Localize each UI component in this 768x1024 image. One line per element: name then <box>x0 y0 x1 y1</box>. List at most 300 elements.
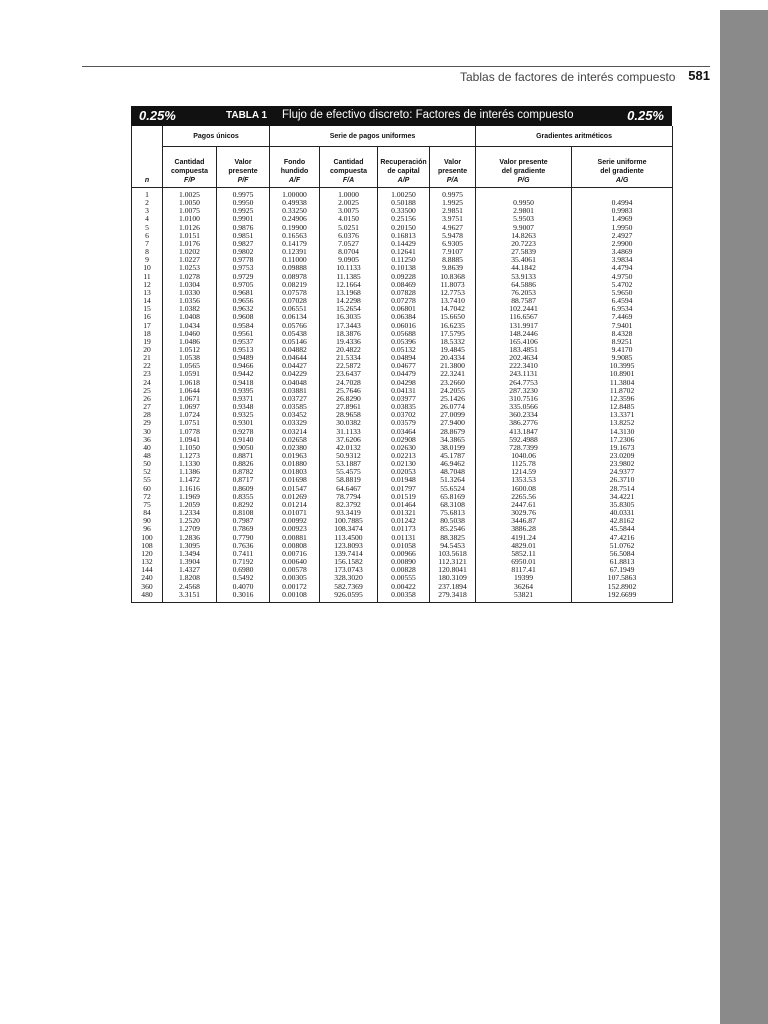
factor-cell: 108.3474 <box>320 525 378 533</box>
factor-cell: 0.07578 <box>270 289 320 297</box>
factor-cell: 0.9466 <box>217 362 270 370</box>
factor-cell: 237.1894 <box>430 583 476 591</box>
factor-cell: 4.0150 <box>320 215 378 223</box>
factor-cell: 8117.41 <box>476 566 572 574</box>
period-cell: 120 <box>141 548 153 558</box>
factor-cell: 156.1582 <box>320 558 378 566</box>
factor-cell: 80.5038 <box>430 517 476 525</box>
factor-cell: 592.4988 <box>476 436 572 444</box>
factor-cell: 0.04229 <box>270 370 320 378</box>
factor-cell: 1.8208 <box>163 574 217 582</box>
factor-cell: 19.1673 <box>572 444 673 452</box>
factor-cell: 0.12641 <box>378 248 430 256</box>
factor-cell: 0.02908 <box>378 436 430 444</box>
factor-cell: 152.8902 <box>572 583 673 591</box>
factor-cell: 16.6235 <box>430 322 476 330</box>
factor-cell: 31.1133 <box>320 428 378 436</box>
factor-cell: 24.9377 <box>572 468 673 476</box>
factor-cell: 0.02053 <box>378 468 430 476</box>
factor-cell: 3.9834 <box>572 256 673 264</box>
column-header-label1: Valor <box>443 159 462 166</box>
factor-cell: 19399 <box>476 574 572 582</box>
period-cell: 14 <box>143 296 151 306</box>
factor-cell: 0.8826 <box>217 460 270 468</box>
factor-cell: 0.3016 <box>217 591 270 603</box>
period-cell: 11 <box>143 271 151 281</box>
factor-cell: 1.3494 <box>163 550 217 558</box>
factor-cell: 1.0227 <box>163 256 217 264</box>
factor-cell: 0.9140 <box>217 436 270 444</box>
factor-cell: 0.00808 <box>270 542 320 550</box>
factor-cell: 1214.59 <box>476 468 572 476</box>
column-header-symbol: F/A <box>342 177 355 184</box>
factor-cell: 44.1842 <box>476 264 572 272</box>
factor-cell: 1.0618 <box>163 379 217 387</box>
factor-cell: 0.02130 <box>378 460 430 468</box>
factor-cell: 75.6813 <box>430 509 476 517</box>
factor-cell: 1.0565 <box>163 362 217 370</box>
column-header-label2: del gradiente <box>501 168 546 175</box>
factor-cell: 173.0743 <box>320 566 378 574</box>
factor-cell: 0.05146 <box>270 338 320 346</box>
factor-cell: 0.03835 <box>378 403 430 411</box>
factor-cell: 0.00172 <box>270 583 320 591</box>
factor-cell: 0.01803 <box>270 468 320 476</box>
column-header-symbol: P/A <box>446 177 459 184</box>
factor-cell: 0.09888 <box>270 264 320 272</box>
factor-cell: 7.0527 <box>320 240 378 248</box>
factor-cell: 0.01519 <box>378 493 430 501</box>
factor-cell: 0.10138 <box>378 264 430 272</box>
column-header-symbol: F/P <box>184 177 195 184</box>
factor-cell: 0.14429 <box>378 240 430 248</box>
factor-cell: 0.00923 <box>270 525 320 533</box>
factor-cell: 8.4328 <box>572 330 673 338</box>
factor-cell: 1040.06 <box>476 452 572 460</box>
interest-factor-table <box>131 106 672 603</box>
factor-cell: 0.9371 <box>217 395 270 403</box>
factor-cell: 9.8639 <box>430 264 476 272</box>
factor-cell: 0.8609 <box>217 485 270 493</box>
factor-cell: 2.4927 <box>572 232 673 240</box>
factor-cell: 148.2446 <box>476 330 572 338</box>
factor-cell: 183.4851 <box>476 346 572 354</box>
factor-cell: 0.9537 <box>217 338 270 346</box>
factor-grid <box>131 126 673 603</box>
period-cell: 90 <box>143 516 151 526</box>
factor-cell: 26.8290 <box>320 395 378 403</box>
factor-cell: 0.01242 <box>378 517 430 525</box>
factor-cell: 8.0704 <box>320 248 378 256</box>
factor-cell: 9.9085 <box>572 354 673 362</box>
period-cell: 2 <box>145 198 149 208</box>
factor-cell: 2447.61 <box>476 501 572 509</box>
factor-cell: 0.11250 <box>378 256 430 264</box>
page-number: 581 <box>688 68 710 83</box>
factor-cell: 120.8041 <box>430 566 476 574</box>
factor-cell: 1.1386 <box>163 468 217 476</box>
factor-cell: 0.07278 <box>378 297 430 305</box>
factor-cell: 0.00890 <box>378 558 430 566</box>
factor-cell: 2.9801 <box>476 207 572 215</box>
period-cell: 22 <box>143 361 151 371</box>
factor-cell: 0.9983 <box>572 207 673 215</box>
period-cell: 60 <box>143 483 151 493</box>
factor-cell: 40.0331 <box>572 509 673 517</box>
factor-cell: 10.8368 <box>430 273 476 281</box>
factor-cell: 64.5886 <box>476 281 572 289</box>
factor-cell: 5.0251 <box>320 224 378 232</box>
factor-cell: 17.2306 <box>572 436 673 444</box>
factor-cell: 0.01058 <box>378 542 430 550</box>
factor-cell: 25.7646 <box>320 387 378 395</box>
factor-cell: 0.16813 <box>378 232 430 240</box>
factor-cell: 1.2059 <box>163 501 217 509</box>
factor-cell: 4829.01 <box>476 542 572 550</box>
factor-cell: 1.1616 <box>163 485 217 493</box>
factor-cell: 42.0132 <box>320 444 378 452</box>
factor-cell: 1.0460 <box>163 330 217 338</box>
factor-cell: 0.03585 <box>270 403 320 411</box>
factor-cell: 27.8961 <box>320 403 378 411</box>
factor-cell: 1.0025 <box>163 188 217 200</box>
factor-cell: 9.9007 <box>476 224 572 232</box>
factor-cell: 1.00250 <box>378 188 430 200</box>
factor-cell: 2.0025 <box>320 199 378 207</box>
factor-cell: 28.7514 <box>572 485 673 493</box>
table-body <box>132 188 673 603</box>
factor-cell: 1.2334 <box>163 509 217 517</box>
factor-cell: 15.2654 <box>320 305 378 313</box>
factor-cell: 1.0591 <box>163 370 217 378</box>
factor-cell: 1.0100 <box>163 215 217 223</box>
factor-cell: 38.0199 <box>430 444 476 452</box>
factor-cell: 16.3035 <box>320 313 378 321</box>
factor-cell: 28.9658 <box>320 411 378 419</box>
factor-cell: 1.3095 <box>163 542 217 550</box>
factor-cell: 0.9442 <box>217 370 270 378</box>
factor-cell: 1.0697 <box>163 403 217 411</box>
factor-cell: 0.09228 <box>378 273 430 281</box>
factor-cell: 18.5332 <box>430 338 476 346</box>
period-cell: 84 <box>143 508 151 518</box>
period-cell: 13 <box>143 287 151 297</box>
factor-cell: 23.9802 <box>572 460 673 468</box>
factor-cell: 0.8108 <box>217 509 270 517</box>
factor-cell: 3029.76 <box>476 509 572 517</box>
factor-cell: 582.7369 <box>320 583 378 591</box>
factor-cell: 26.3710 <box>572 476 673 484</box>
factor-cell: 0.02630 <box>378 444 430 452</box>
factor-cell: 78.7794 <box>320 493 378 501</box>
page-edge-tab <box>720 10 768 1024</box>
factor-cell: 0.05438 <box>270 330 320 338</box>
factor-cell: 14.3130 <box>572 428 673 436</box>
period-cell: 25 <box>143 385 151 395</box>
factor-cell: 310.7516 <box>476 395 572 403</box>
factor-cell: 0.03727 <box>270 395 320 403</box>
factor-cell: 1.0278 <box>163 273 217 281</box>
factor-cell: 0.20150 <box>378 224 430 232</box>
factor-cell: 0.7987 <box>217 517 270 525</box>
factor-cell: 11.8702 <box>572 387 673 395</box>
factor-cell: 53.9133 <box>476 273 572 281</box>
factor-cell: 58.8819 <box>320 476 378 484</box>
column-header-symbol: A/G <box>615 177 629 184</box>
factor-cell: 68.3108 <box>430 501 476 509</box>
factor-cell: 1.1273 <box>163 452 217 460</box>
period-cell: 100 <box>141 532 153 542</box>
factor-cell: 14.2298 <box>320 297 378 305</box>
factor-cell: 1.0382 <box>163 305 217 313</box>
period-cell: 48 <box>143 451 151 460</box>
table-title: Flujo de efectivo discreto: Factores de interés compuesto <box>282 109 574 121</box>
factor-cell: 2.4568 <box>163 583 217 591</box>
factor-cell: 51.0762 <box>572 542 673 550</box>
column-header-symbol: A/P <box>397 177 410 184</box>
factor-cell: 0.4070 <box>217 583 270 591</box>
factor-cell: 13.7410 <box>430 297 476 305</box>
factor-cell: 0.01131 <box>378 534 430 542</box>
factor-cell: 1.0356 <box>163 297 217 305</box>
factor-cell: 0.04479 <box>378 370 430 378</box>
factor-cell: 50.9312 <box>320 452 378 460</box>
factor-cell: 0.33250 <box>270 207 320 215</box>
factor-cell: 0.9608 <box>217 313 270 321</box>
factor-cell: 1.0724 <box>163 411 217 419</box>
period-cell: 96 <box>143 524 151 534</box>
period-cell: 19 <box>143 336 151 346</box>
factor-cell: 0.12391 <box>270 248 320 256</box>
factor-cell: 0.9975 <box>217 188 270 200</box>
period-cell: 26 <box>143 393 151 403</box>
column-header-label2: presente <box>437 168 468 175</box>
factor-cell: 1.0512 <box>163 346 217 354</box>
factor-cell: 0.00422 <box>378 583 430 591</box>
table-title-bar <box>131 106 672 126</box>
factor-cell: 1.2520 <box>163 517 217 525</box>
factor-cell: 0.8292 <box>217 501 270 509</box>
factor-cell: 1.1330 <box>163 460 217 468</box>
column-header <box>217 147 270 188</box>
factor-cell: 48.7048 <box>430 468 476 476</box>
factor-cell: 0.00828 <box>378 566 430 574</box>
factor-cell: 13.8252 <box>572 419 673 427</box>
factor-cell: 0.05396 <box>378 338 430 346</box>
factor-cell: 0.9975 <box>430 188 476 200</box>
factor-cell: 0.00555 <box>378 574 430 582</box>
factor-cell: 0.9950 <box>217 199 270 207</box>
factor-cell: 3446.87 <box>476 517 572 525</box>
group-header-single-payments: Pagos únicos <box>163 126 270 147</box>
factor-cell: 6.9305 <box>430 240 476 248</box>
factor-cell: 0.9729 <box>217 273 270 281</box>
factor-cell: 3886.28 <box>476 525 572 533</box>
period-cell: 360 <box>141 581 153 591</box>
factor-cell: 0.05766 <box>270 322 320 330</box>
period-cell: 21 <box>143 353 151 363</box>
period-cell: 24 <box>143 377 151 387</box>
factor-cell: 192.6699 <box>572 591 673 603</box>
factor-cell: 65.8169 <box>430 493 476 501</box>
factor-cell: 17.3443 <box>320 322 378 330</box>
column-header-symbol: P/F <box>237 177 249 184</box>
period-cell: 132 <box>141 557 153 567</box>
factor-cell: 0.00108 <box>270 591 320 603</box>
period-cell: 30 <box>143 426 151 436</box>
factor-cell: 6.4594 <box>572 297 673 305</box>
factor-cell: 0.04677 <box>378 362 430 370</box>
factor-cell: 222.3410 <box>476 362 572 370</box>
factor-cell: 113.4500 <box>320 534 378 542</box>
interest-rate-right: 0.25% <box>627 108 664 123</box>
column-header <box>320 147 378 188</box>
column-header <box>476 147 572 188</box>
period-cell: 23 <box>143 369 151 379</box>
factor-cell: 18.3876 <box>320 330 378 338</box>
factor-cell: 11.1385 <box>320 273 378 281</box>
factor-cell: 30.0382 <box>320 419 378 427</box>
factor-cell: 1.0408 <box>163 313 217 321</box>
factor-cell: 4.9750 <box>572 273 673 281</box>
factor-cell: 36264 <box>476 583 572 591</box>
column-header-label2: compuesta <box>330 168 367 175</box>
period-cell: 18 <box>143 328 151 338</box>
factor-cell: 0.06384 <box>378 313 430 321</box>
factor-cell: 0.9325 <box>217 411 270 419</box>
factor-cell: 23.6437 <box>320 370 378 378</box>
period-cell: 36 <box>143 434 151 444</box>
running-title: Tablas de factores de interés compuesto <box>460 70 676 84</box>
period-cell: 52 <box>143 467 151 477</box>
factor-cell: 1.1472 <box>163 476 217 484</box>
factor-cell: 9.4170 <box>572 346 673 354</box>
factor-cell: 1.0075 <box>163 207 217 215</box>
factor-cell: 1.3904 <box>163 558 217 566</box>
factor-cell: 24.2055 <box>430 387 476 395</box>
factor-cell: 2.9900 <box>572 240 673 248</box>
factor-cell: 102.2441 <box>476 305 572 313</box>
factor-cell: 0.03214 <box>270 428 320 436</box>
factor-cell: 51.3264 <box>430 476 476 484</box>
factor-cell: 0.00716 <box>270 550 320 558</box>
factor-cell: 0.9802 <box>217 248 270 256</box>
factor-cell: 10.1133 <box>320 264 378 272</box>
factor-cell: 12.8485 <box>572 403 673 411</box>
factor-cell: 0.01963 <box>270 452 320 460</box>
factor-cell: 0.9301 <box>217 419 270 427</box>
factor-cell: 61.8813 <box>572 558 673 566</box>
factor-cell: 0.03452 <box>270 411 320 419</box>
period-cell: 6 <box>145 230 149 240</box>
group-header-arithmetic-gradients: Gradientes aritméticos <box>476 126 673 147</box>
period-cell: 7 <box>145 238 149 248</box>
factor-cell: 1.0778 <box>163 428 217 436</box>
factor-cell: 67.1949 <box>572 566 673 574</box>
period-cell: 10 <box>143 263 151 273</box>
period-cell: 40 <box>143 442 151 452</box>
column-header <box>430 147 476 188</box>
factor-cell: 0.9901 <box>217 215 270 223</box>
factor-cell: 22.3241 <box>430 370 476 378</box>
column-header-label1: Valor <box>234 159 252 166</box>
factor-cell: 0.01214 <box>270 501 320 509</box>
factor-cell: 8.9251 <box>572 338 673 346</box>
factor-cell: 0.6980 <box>217 566 270 574</box>
factor-cell: 0.01071 <box>270 509 320 517</box>
factor-cell: 5.9503 <box>476 215 572 223</box>
factor-cell: 112.3121 <box>430 558 476 566</box>
period-cell: 28 <box>143 410 151 420</box>
period-cell: 12 <box>143 279 151 289</box>
factor-cell: 1.2709 <box>163 525 217 533</box>
factor-cell: 0.06551 <box>270 305 320 313</box>
factor-cell: 0.04298 <box>378 379 430 387</box>
factor-cell: 264.7753 <box>476 379 572 387</box>
factor-cell: 165.4106 <box>476 338 572 346</box>
column-header-symbol: A/F <box>288 177 301 184</box>
factor-cell: 11.3804 <box>572 379 673 387</box>
factor-cell: 0.08219 <box>270 281 320 289</box>
factor-cell: 0.00640 <box>270 558 320 566</box>
running-head <box>82 68 710 88</box>
factor-cell: 0.24906 <box>270 215 320 223</box>
factor-cell: 1.1969 <box>163 493 217 501</box>
factor-cell: 0.00992 <box>270 517 320 525</box>
factor-cell: 360.2334 <box>476 411 572 419</box>
period-cell: 240 <box>141 573 153 583</box>
factor-cell: 1600.08 <box>476 485 572 493</box>
factor-cell: 1.0050 <box>163 199 217 207</box>
factor-cell: 0.7636 <box>217 542 270 550</box>
factor-cell: 3.3151 <box>163 591 217 603</box>
factor-cell: 0.02658 <box>270 436 320 444</box>
period-cell: 1 <box>145 190 149 199</box>
factor-cell: 0.9561 <box>217 330 270 338</box>
factor-cell: 1.0176 <box>163 240 217 248</box>
factor-cell: 25.1426 <box>430 395 476 403</box>
factor-cell: 14.8263 <box>476 232 572 240</box>
factor-cell: 64.6467 <box>320 485 378 493</box>
factor-cell: 20.7223 <box>476 240 572 248</box>
factor-cell: 0.02380 <box>270 444 320 452</box>
factor-cell: 386.2776 <box>476 419 572 427</box>
factor-cell: 23.2660 <box>430 379 476 387</box>
factor-cell: 0.01269 <box>270 493 320 501</box>
factor-cell: 0.9876 <box>217 224 270 232</box>
factor-cell: 53821 <box>476 591 572 603</box>
column-header-label1: Cantidad <box>333 159 364 166</box>
period-cell: 480 <box>141 589 153 599</box>
factor-cell: 0.04882 <box>270 346 320 354</box>
factor-cell: 0.9950 <box>476 199 572 207</box>
factor-cell: 21.5334 <box>320 354 378 362</box>
column-header-label1: Serie uniforme <box>597 159 647 166</box>
factor-cell: 34.3865 <box>430 436 476 444</box>
factor-cell: 0.9656 <box>217 297 270 305</box>
period-cell: 17 <box>143 320 151 330</box>
column-header <box>270 147 320 188</box>
factor-cell: 1.0151 <box>163 232 217 240</box>
factor-cell: 139.7414 <box>320 550 378 558</box>
factor-cell: 46.9462 <box>430 460 476 468</box>
period-cell: 108 <box>141 540 153 550</box>
factor-cell: 0.9418 <box>217 379 270 387</box>
column-header-label2: presente <box>228 168 258 175</box>
factor-cell: 1.0538 <box>163 354 217 362</box>
factor-cell: 0.9925 <box>217 207 270 215</box>
factor-cell: 0.00305 <box>270 574 320 582</box>
